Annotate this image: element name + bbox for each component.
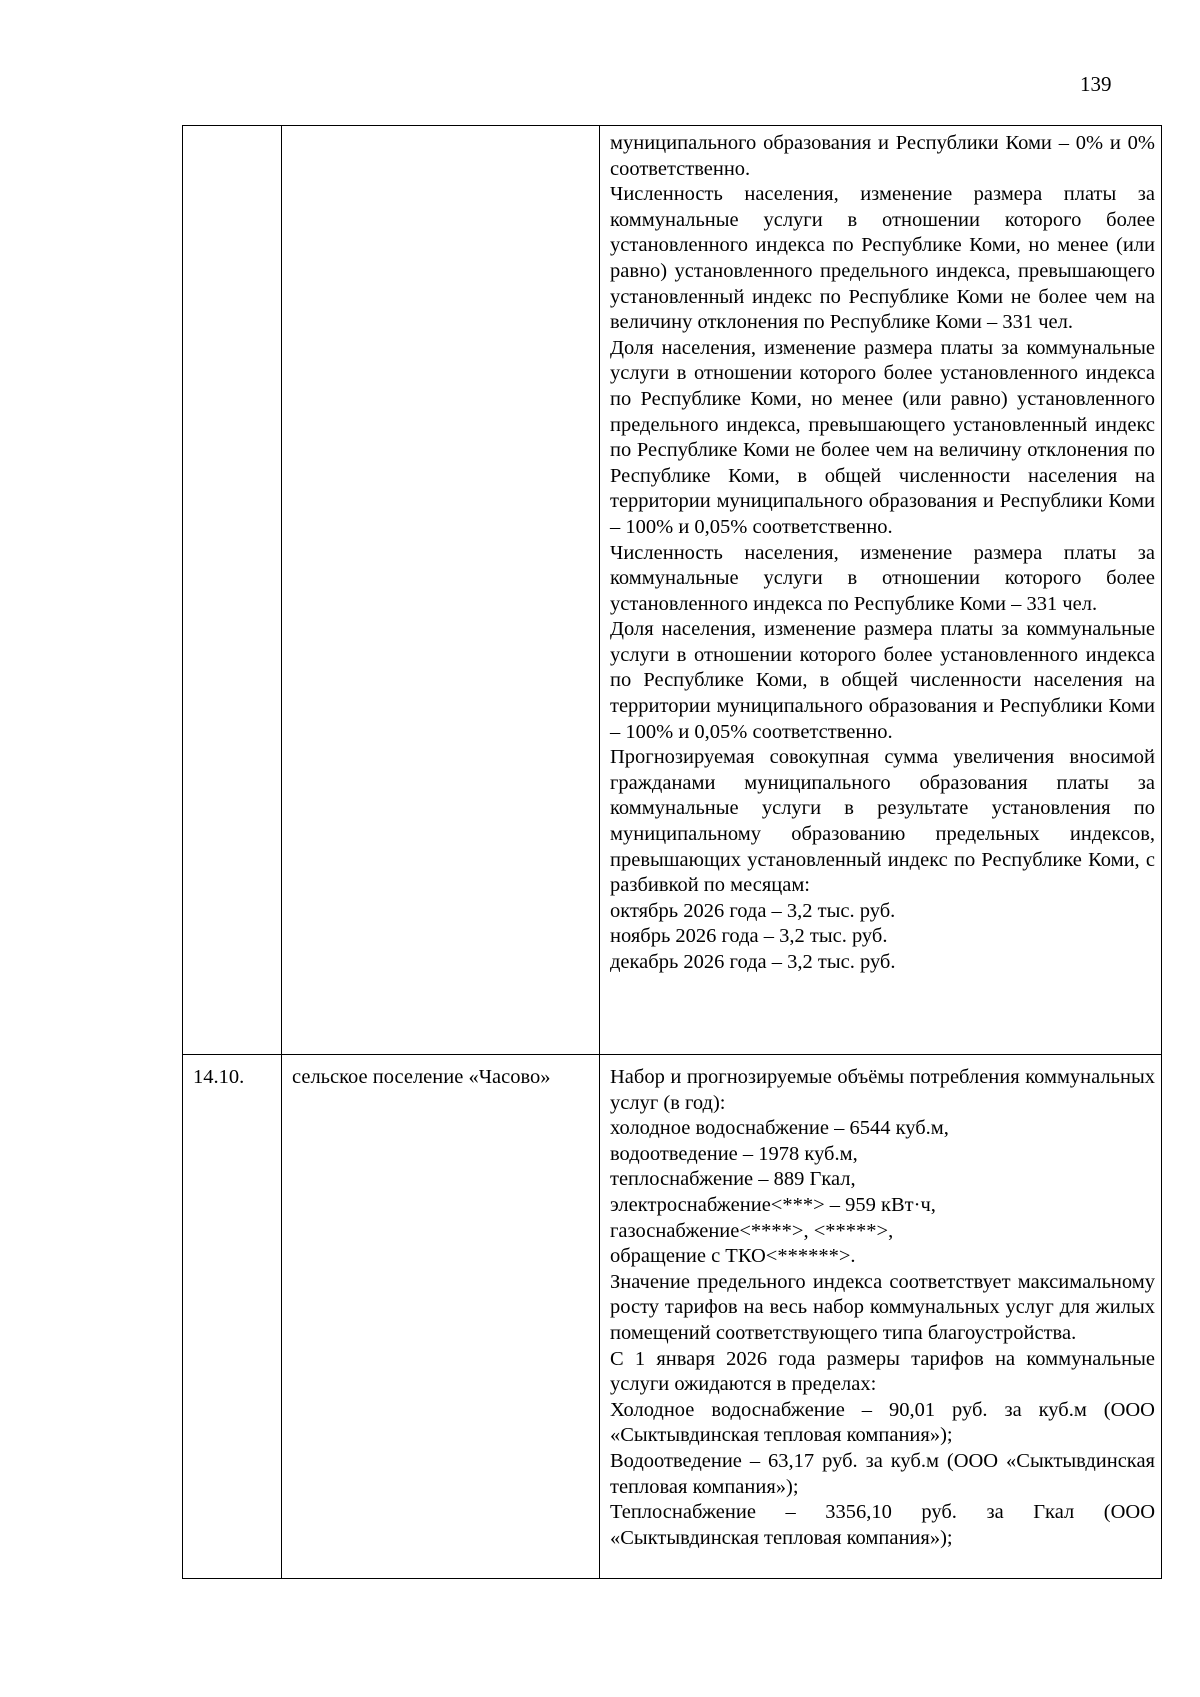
paragraph: Доля населения, изменение размера платы за коммунальные услуги в отношении которого более установленного индекса по Республике Коми, в общей численности населения на территории муниципального образования и Республики Коми – 100% и 0,05% соответственно. bbox=[610, 618, 1155, 743]
paragraph: Доля населения, изменение размера платы за коммунальные услуги в отношении которого более установленного индекса по Республике Коми, но менее (или равно) установленного предельного индекса, превышающего установленный индекс по Республике Коми не более чем на величину отклонения по Республике Коми, в общей численности населения на территории муниципального образования и Республики Коми – 100% и 0,05% соответственно. bbox=[610, 336, 1155, 538]
cell-description bbox=[600, 1055, 1162, 1579]
table-row-continued bbox=[183, 126, 1162, 1055]
consumption-line: газоснабжение<****>, <*****>, bbox=[610, 1219, 894, 1242]
paragraph: Численность населения, изменение размера платы за коммунальные услуги в отношении которого более установленного индекса по Республике Коми – 331 чел. bbox=[610, 541, 1155, 615]
paragraph: Значение предельного индекса соответствует максимальному росту тарифов на весь набор коммунальных услуг для жилых помещений соответствующего типа благоустройства. bbox=[610, 1270, 1155, 1344]
month-line: декабрь 2026 года – 3,2 тыс. руб. bbox=[610, 951, 896, 973]
cell-description bbox=[600, 126, 1162, 1055]
page-number: 139 bbox=[1080, 72, 1112, 96]
table-row-14-10 bbox=[183, 1055, 1162, 1579]
cell-number bbox=[183, 1055, 282, 1579]
cell-name bbox=[282, 1055, 600, 1579]
consumption-line: холодное водоснабжение – 6544 куб.м, bbox=[610, 1117, 949, 1140]
tariff-paragraph: Водоотведение – 63,17 руб. за куб.м (ООО «Сыктывдинская тепловая компания»); bbox=[610, 1449, 1155, 1498]
paragraph: муниципального образования и Республики Коми – 0% и 0% соответственно. bbox=[610, 132, 1155, 180]
cell-number bbox=[183, 126, 282, 1055]
paragraph: Прогнозируемая совокупная сумма увеличения вносимой гражданами муниципального образования платы за коммунальные услуги в результате установления по муниципальному образованию предельных индексов, превышающих установленный индекс по Республике Коми, с разбивкой по месяцам: bbox=[610, 746, 1155, 897]
paragraph: Набор и прогнозируемые объёмы потребления коммунальных услуг (в год): bbox=[610, 1066, 1155, 1114]
consumption-line: обращение с ТКО<******>. bbox=[610, 1245, 856, 1268]
consumption-line: электроснабжение<***> – 959 кВт·ч, bbox=[610, 1193, 936, 1216]
cell-name bbox=[282, 126, 600, 1055]
document-table bbox=[182, 125, 1162, 1579]
paragraph: С 1 января 2026 года размеры тарифов на коммунальные услуги ожидаются в пределах: bbox=[610, 1347, 1155, 1396]
settlement-name: сельское поселение «Часово» bbox=[292, 1066, 551, 1088]
month-line: ноябрь 2026 года – 3,2 тыс. руб. bbox=[610, 925, 888, 948]
month-line: октябрь 2026 года – 3,2 тыс. руб. bbox=[610, 899, 896, 922]
row-number: 14.10. bbox=[193, 1066, 245, 1088]
tariff-paragraph: Холодное водоснабжение – 90,01 руб. за куб.м (ООО «Сыктывдинская тепловая компания»); bbox=[610, 1398, 1155, 1447]
consumption-line: теплоснабжение – 889 Гкал, bbox=[610, 1168, 856, 1191]
consumption-line: водоотведение – 1978 куб.м, bbox=[610, 1142, 858, 1165]
paragraph: Численность населения, изменение размера платы за коммунальные услуги в отношении которого более установленного индекса по Республике Коми, но менее (или равно) установленного предельного индекса, превышающего установленный индекс по Республике Коми не более чем на величину отклонения по Республике Коми – 331 чел. bbox=[610, 183, 1155, 334]
tariff-paragraph: Теплоснабжение – 3356,10 руб. за Гкал (ООО «Сыктывдинская тепловая компания»); bbox=[610, 1501, 1155, 1549]
